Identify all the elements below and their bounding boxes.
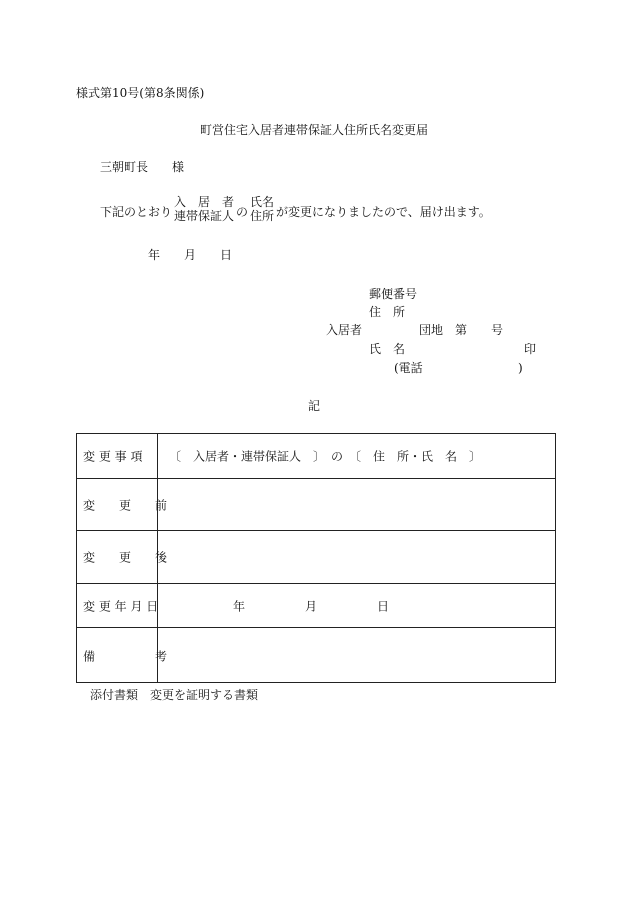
remarks-label: 備 考 [83,649,168,663]
date-line: 年 月 日 [148,248,233,262]
table-row [77,627,555,683]
address-label: 住 所 [369,305,406,319]
name-label: 氏 名 [369,342,406,356]
document-title: 町営住宅入居者連帯保証人住所氏名変更届 [200,123,429,137]
resident-label: 入居者 [326,323,363,337]
before-label: 変 更 前 [83,498,168,512]
addressee: 三朝町長 様 [100,160,185,174]
change-item-value: 〔 入居者・連帯保証人 〕 の 〔 住 所・氏 名 〕 [169,449,482,464]
after-label: 変 更 後 [83,550,168,565]
intro-prefix: 下記のとおり [100,205,173,219]
table-row [77,583,555,627]
option-resident: 入 居 者 [174,195,235,209]
table-row [77,478,555,530]
seal-mark: 印 [524,342,537,356]
option-guarantor: 連帯保証人 [174,208,235,223]
person-options [174,196,234,224]
option-address: 住所 [250,208,275,223]
intro-particle: の [236,205,249,219]
phone-open: (電話 [394,361,423,375]
phone-close: ) [518,361,523,375]
table-row [77,530,555,583]
form-number: 様式第10号(第8条関係) [76,86,205,100]
building-number: 団地 第 号 [419,323,504,337]
postal-code-label: 郵便番号 [369,287,418,301]
change-details-table [76,433,556,683]
ki-heading: 記 [308,399,321,413]
option-name: 氏名 [250,195,275,209]
intro-suffix: が変更になりましたので、届け出ます。 [276,205,491,219]
table-row [77,434,555,478]
change-date-label: 変 更 年 月 日 [83,599,159,613]
attachment-note: 添付書類 変更を証明する書類 [90,688,259,702]
change-item-label: 変 更 事 項 [83,449,143,464]
item-options [250,196,274,224]
change-date-value[interactable]: 年 月 日 [233,599,390,613]
